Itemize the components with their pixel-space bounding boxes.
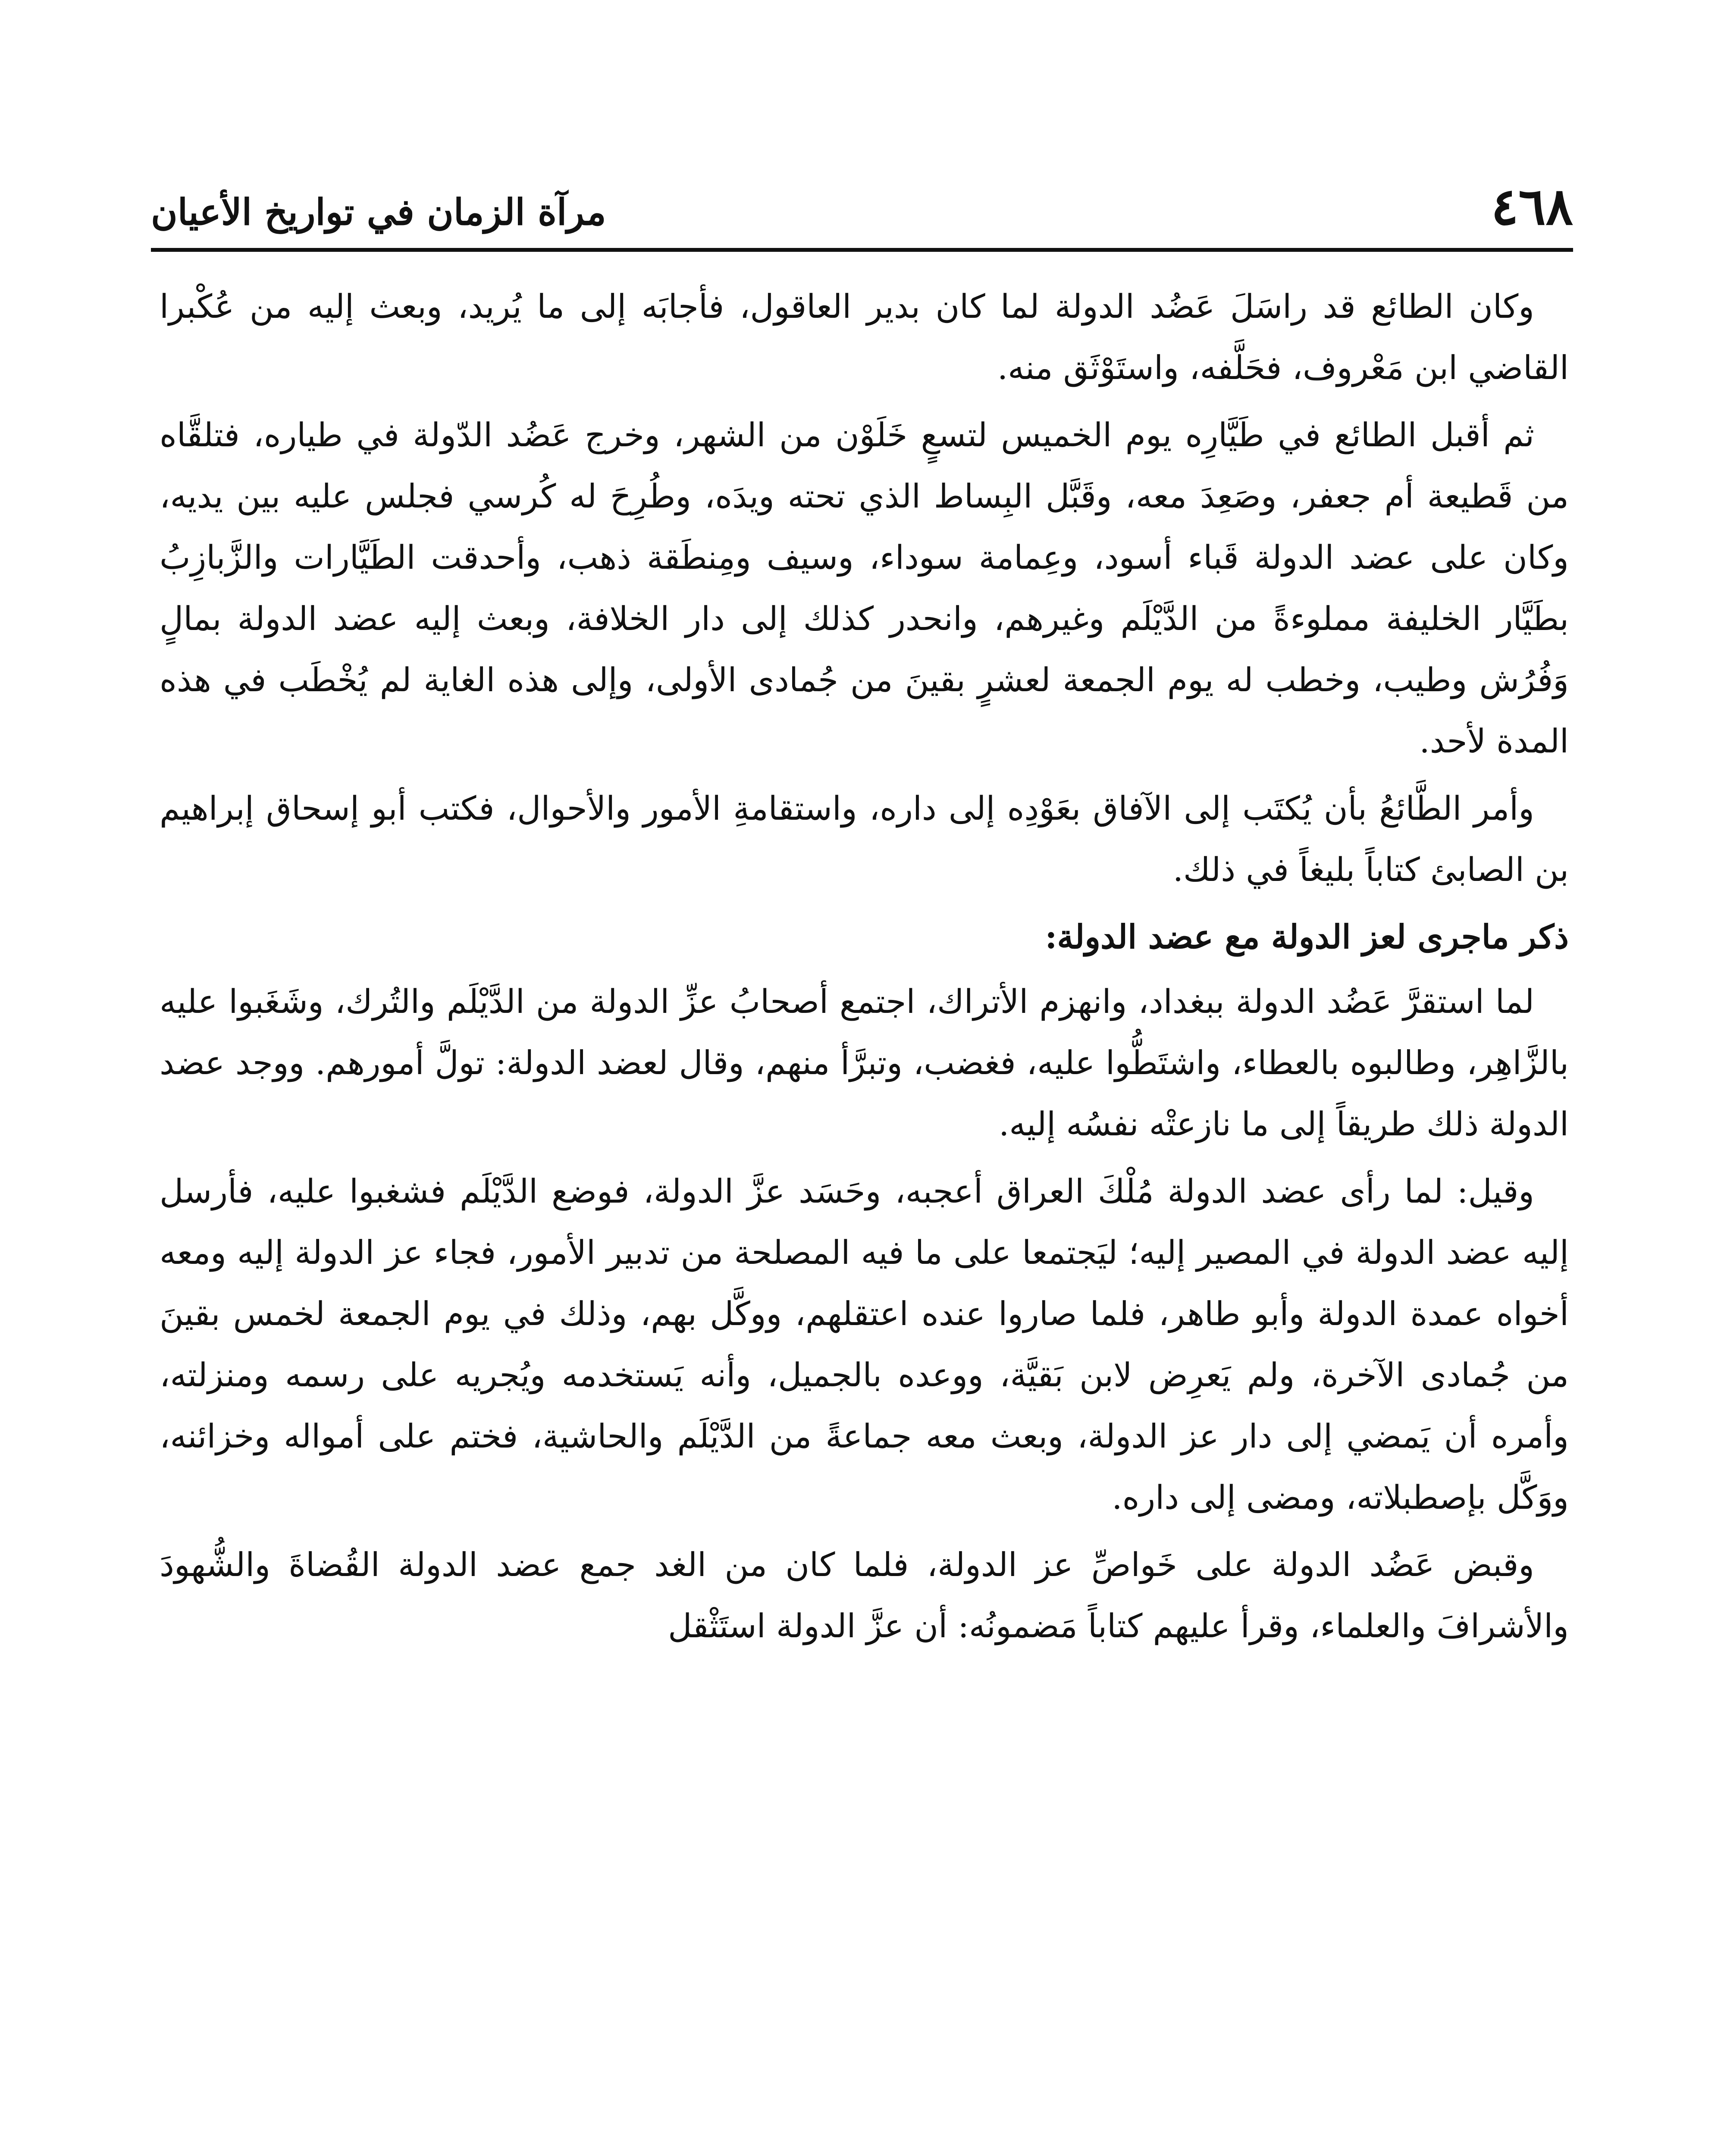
paragraph: وأمر الطَّائعُ بأن يُكتَب إلى الآفاق بعَوْدِه إلى داره، واستقامةِ الأمور والأحوال، فكتب أبو إسحاق إبراهيم بن الصابئ كتاباً بليغاً في ذلك.: [160, 789, 1569, 889]
paragraph: وقبض عَضُد الدولة على خَواصِّ عز الدولة، فلما كان من الغد جمع عضد الدولة القُضاةَ والشُّهودَ والأشرافَ والعلماء، وقرأ عليهم كتاباً مَضمونُه: أن عزَّ الدولة استَثْقل: [160, 1545, 1569, 1645]
paragraph: وقيل: لما رأى عضد الدولة مُلْكَ العراق أعجبه، وحَسَد عزَّ الدولة، فوضع الدَّيْلَم فشغبوا عليه، فأرسل إليه عضد الدولة في المصير إليه؛ ليَجتمعا على ما فيه المصلحة من تدبير الأمور، فجاء عز الدولة إليه ومعه أخواه عمدة الدولة وأبو طاهر، فلما صاروا عنده اعتقلهم، ووكَّل بهم، وذلك في يوم الجمعة لخمس بقينَ من جُمادى الآخرة، ولم يَعرِض لابن بَقيَّة، ووعده بالجميل، وأنه يَستخدمه ويُجريه على رسمه ومنزلته، وأمره أن يَمضي إلى دار عز الدولة، وبعث معه جماعةً من الدَّيْلَم والحاشية، فختم على أمواله وخزائنه، ووَكَّل بإصطبلاته، ومضى إلى داره.: [160, 1172, 1569, 1517]
header-rule: [151, 248, 1573, 252]
paragraph: ثم أقبل الطائع في طَيَّارِه يوم الخميس لتسعٍ خَلَوْن من الشهر، وخرج عَضُد الدّولة في طياره، فتلقَّاه من قَطيعة أم جعفر، وصَعِدَ معه، وقَبَّل البِساط الذي تحته ويدَه، وطُرِحَ له كُرسي فجلس عليه بين يديه، وكان على عضد الدولة قَباء أسود، وعِمامة سوداء، وسيف ومِنطَقة ذهب، وأحدقت الطَيَّارات والزَّبازِبُ بطَيَّار الخليفة مملوءةً من الدَّيْلَم وغيرهم، وانحدر كذلك إلى دار الخلافة، وبعث إليه عضد الدولة بمالٍ وَفُرُش وطيب، وخطب له يوم الجمعة لعشرٍ بقينَ من جُمادى الأولى، وإلى هذه الغاية لم يُخْطَب في هذه المدة لأحد.: [160, 416, 1569, 760]
section-heading: ذكر ماجرى لعز الدولة مع عضد الدولة:: [1045, 918, 1569, 956]
page-header: [151, 164, 1573, 250]
paragraph: لما استقرَّ عَضُد الدولة ببغداد، وانهزم الأتراك، اجتمع أصحابُ عزِّ الدولة من الدَّيْلَم والتُرك، وشَغَبوا عليه بالزَّاهِر، وطالبوه بالعطاء، واشتَطُّوا عليه، فغضب، وتبرَّأ منهم، وقال لعضد الدولة: تولَّ أمورهم. ووجد عضد الدولة ذلك طريقاً إلى ما نازعتْه نفسُه إليه.: [160, 982, 1569, 1143]
running-title: مرآة الزمان في تواريخ الأعيان: [151, 191, 606, 233]
page-body: [160, 276, 1569, 1663]
page-number: ٤٦٨: [1491, 176, 1573, 236]
paragraph: وكان الطائع قد راسَلَ عَضُد الدولة لما كان بدير العاقول، فأجابَه إلى ما يُريد، وبعث إليه من عُكْبرا القاضي ابن مَعْروف، فحَلَّفه، واستَوْثَق منه.: [160, 287, 1569, 387]
